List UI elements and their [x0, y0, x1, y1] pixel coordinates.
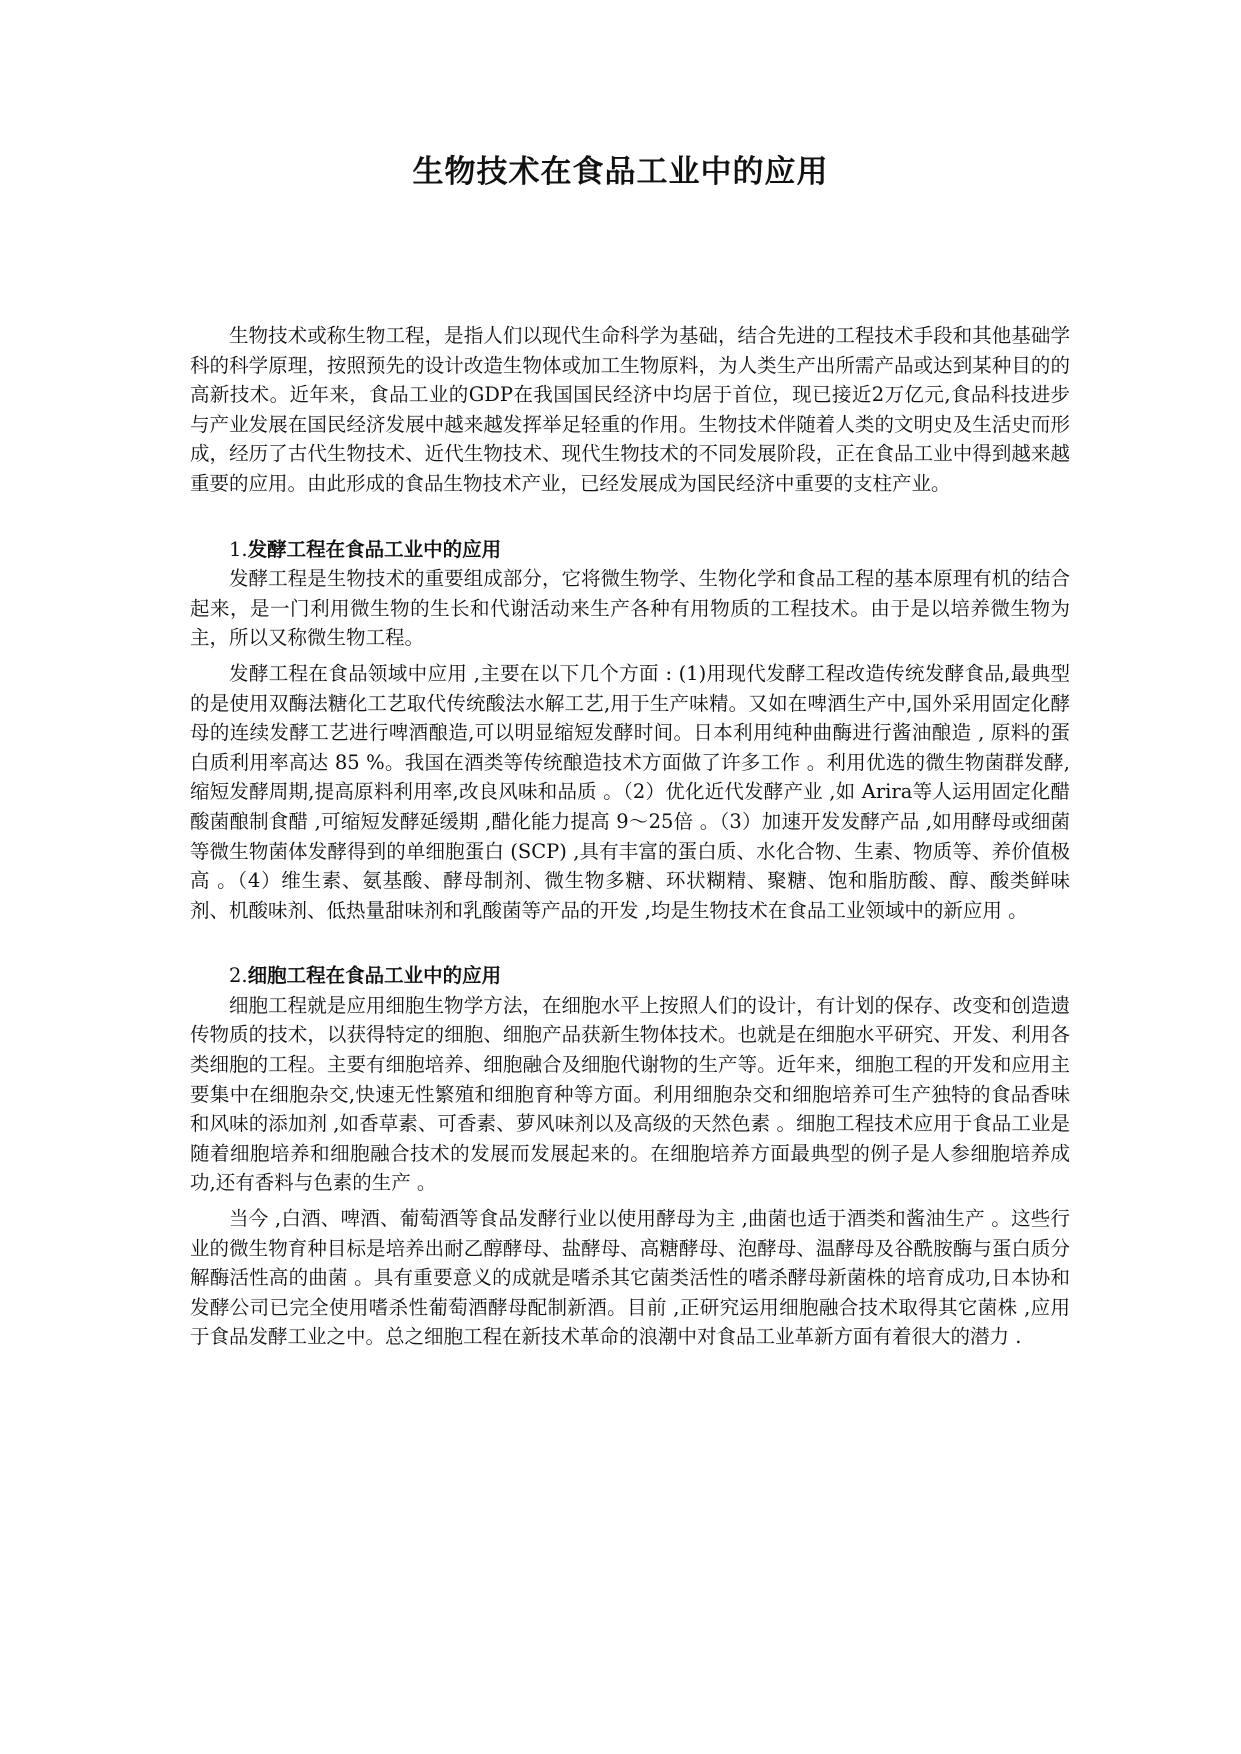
- section-1-title: 发酵工程在食品工业中的应用: [247, 537, 502, 561]
- intro-paragraph: 生物技术或称生物工程，是指人们以现代生命科学为基础，结合先进的工程技术手段和其他基础学科的科学原理，按照预先的设计改造生物体或加工生物原料，为人类生产出所需产品或达到某种目的的高新技术。近年来，食品工业的GDP在我国国民经济中均居于首位，现已接近2万亿元,食品科技进步与产业发展在国民经济发展中越来越发挥举足轻重的作用。生物技术伴随着人类的文明史及生活史而形成，经历了古代生物技术、近代生物技术、现代生物技术的不同发展阶段，正在食品工业中得到越来越重要的应用。由此形成的食品生物技术产业，已经发展成为国民经济中重要的支柱产业。: [190, 324, 1070, 495]
- section-1-paragraph-2: 发酵工程在食品领域中应用 ,主要在以下几个方面 : (1)用现代发酵工程改造传统发酵食品,最典型的是使用双酶法糖化工艺取代传统酸法水解工艺,用于生产味精。又如在啤酒生产中,国外采用固定化酵母的连续发酵工艺进行啤酒酿造,可以明显缩短发酵时间。日本利用纯种曲酶进行酱油酿造 , 原料的蛋白质利用率高达 85 %。我国在酒类等传统酿造技术方面做了许多工作 。利用优选的微生物菌群发酵,缩短发酵周期,提高原料利用率,改良风味和品质 。（2）优化近代发酵产业 ,如 Arira等人运用固定化醋酸菌酿制食醋 ,可缩短发酵延缓期 ,醋化能力提高 9～25倍 。（3）加速开发发酵产品 ,如用酵母或细菌等微生物菌体发酵得到的单细胞蛋白 (SCP) ,具有丰富的蛋白质、水化合物、生素、物质等、养价值极高 。（4）维生素、氨基酸、酵母制剂、微生物多糖、环状糊精、聚糖、饱和脂肪酸、醇、酸类鲜味剂、机酸味剂、低热量甜味剂和乳酸菌等产品的开发 ,均是生物技术在食品工业领域中的新应用 。: [190, 661, 1070, 922]
- section-2-number: 2.: [229, 964, 248, 988]
- section-2-heading: [190, 961, 1070, 991]
- section-2-paragraph-1: 细胞工程就是应用细胞生物学方法，在细胞水平上按照人们的设计，有计划的保存、改变和创造遗传物质的技术，以获得特定的细胞、细胞产品获新生物体技术。也就是在细胞水平研究、开发、利用各类细胞的工程。主要有细胞培养、细胞融合及细胞代谢物的生产等。近年来，细胞工程的开发和应用主要集中在细胞杂交,快速无性繁殖和细胞育种等方面。利用细胞杂交和细胞培养可生产独特的食品香味和风味的添加剂 ,如香草素、可香素、萝风味剂以及高级的天然色素 。细胞工程技术应用于食品工业是随着细胞培养和细胞融合技术的发展而发展起来的。在细胞培养方面最典型的例子是人参细胞培养成功,还有香料与色素的生产 。: [190, 993, 1070, 1195]
- section-1-paragraph-1: 发酵工程是生物技术的重要组成部分，它将微生物学、生物化学和食品工程的基本原理有机的结合起来，是一门利用微生物的生长和代谢活动来生产各种有用物质的工程技术。由于是以培养微生物为主，所以又称微生物工程。: [190, 567, 1070, 650]
- document-body: [190, 321, 1070, 1352]
- document-title: 生物技术在食品工业中的应用: [412, 154, 829, 190]
- section-1-heading: [190, 535, 1070, 565]
- section-1-number: 1.: [229, 537, 248, 561]
- section-2-paragraph-2: 当今 ,白酒、啤酒、葡萄酒等食品发酵行业以使用酵母为主 ,曲菌也适于酒类和酱油生产 。这些行业的微生物育种目标是培养出耐乙醇酵母、盐酵母、高糖酵母、泡酵母、温酵母及谷酰胺酶与蛋白质分解酶活性高的曲菌 。具有重要意义的成就是嗜杀其它菌类活性的嗜杀酵母新菌株的培育成功,日本协和发酵公司已完全使用嗜杀性葡萄酒酵母配制新酒。目前 ,正研究运用细胞融合技术取得其它菌株 ,应用于食品发酵工业之中。总之细胞工程在新技术革命的浪潮中对食品工业革新方面有着很大的潜力 .: [190, 1207, 1070, 1349]
- section-2-title: 细胞工程在食品工业中的应用: [247, 964, 502, 988]
